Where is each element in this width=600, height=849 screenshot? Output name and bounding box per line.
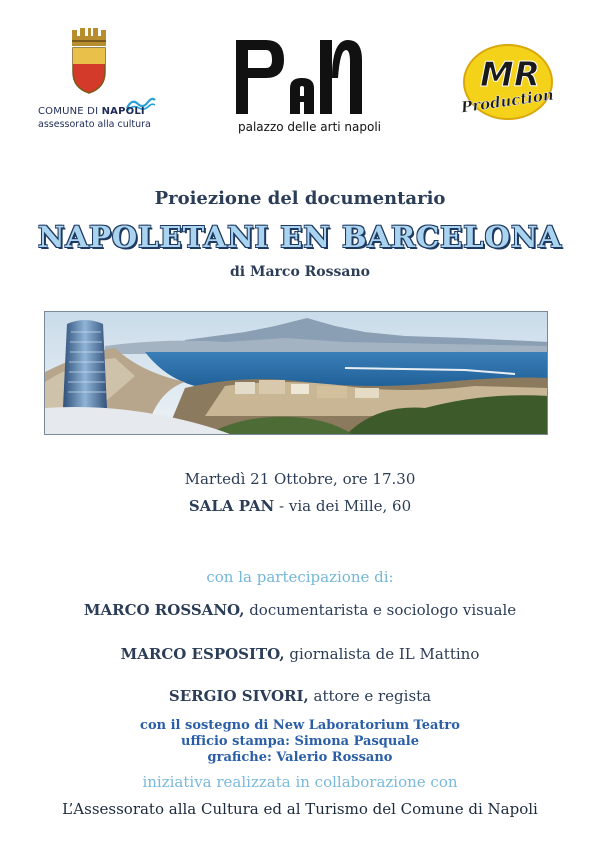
guest-name: MARCO ESPOSITO,: [120, 645, 285, 663]
napoli-crest-icon: [68, 28, 110, 94]
mr-production-icon: [456, 42, 560, 124]
credit-press-office: ufficio stampa: Simona Pasquale: [181, 734, 419, 749]
film-author: di Marco Rossano: [230, 264, 370, 280]
credit-graphics: grafiche: Valerio Rossano: [207, 750, 393, 765]
credit-support: con il sostegno di New Laboratorium Teatro: [140, 718, 460, 733]
guest-line: [0, 601, 600, 619]
guest-line: [0, 645, 600, 663]
naples-bay-image: [45, 312, 548, 435]
pan-mark-icon: [236, 38, 364, 116]
guest-role: documentarista e sociologo visuale: [244, 601, 517, 619]
event-date: Martedì 21 Ottobre, ore 17.30: [184, 470, 416, 488]
mr-production-text: Production: [459, 85, 555, 117]
participation-intro: con la partecipazione di:: [206, 568, 394, 586]
guest-role: attore e regista: [308, 687, 432, 705]
comune-subtitle: assessorato alla cultura: [38, 119, 151, 130]
guest-line: [0, 687, 600, 705]
initiative-text: iniziativa realizzata in collaborazione con: [142, 773, 458, 791]
guest-name: SERGIO SIVORI,: [168, 687, 309, 705]
guest-role: giornalista de IL Mattino: [284, 645, 480, 663]
mr-production-logo: [456, 42, 560, 124]
venue-address: - via dei Mille, 60: [274, 497, 412, 515]
pan-subtitle: palazzo delle arti napoli: [238, 120, 382, 134]
comune-di-napoli-logo: [38, 28, 158, 140]
comune-name: COMUNE DI NAPOLI: [38, 106, 145, 117]
film-title: NAPOLETANI EN BARCELONA: [38, 220, 562, 254]
pan-logo: [232, 38, 382, 138]
naples-panorama-photo: [44, 311, 548, 435]
mr-mark: MR: [479, 55, 541, 95]
venue-name: SALA PAN: [188, 497, 275, 515]
guest-name: MARCO ROSSANO,: [83, 601, 245, 619]
partner-text: L’Assessorato alla Cultura ed al Turismo del Comune di Napoli: [62, 800, 538, 818]
event-venue: [0, 497, 600, 515]
event-subtitle: Proiezione del documentario: [154, 188, 446, 209]
